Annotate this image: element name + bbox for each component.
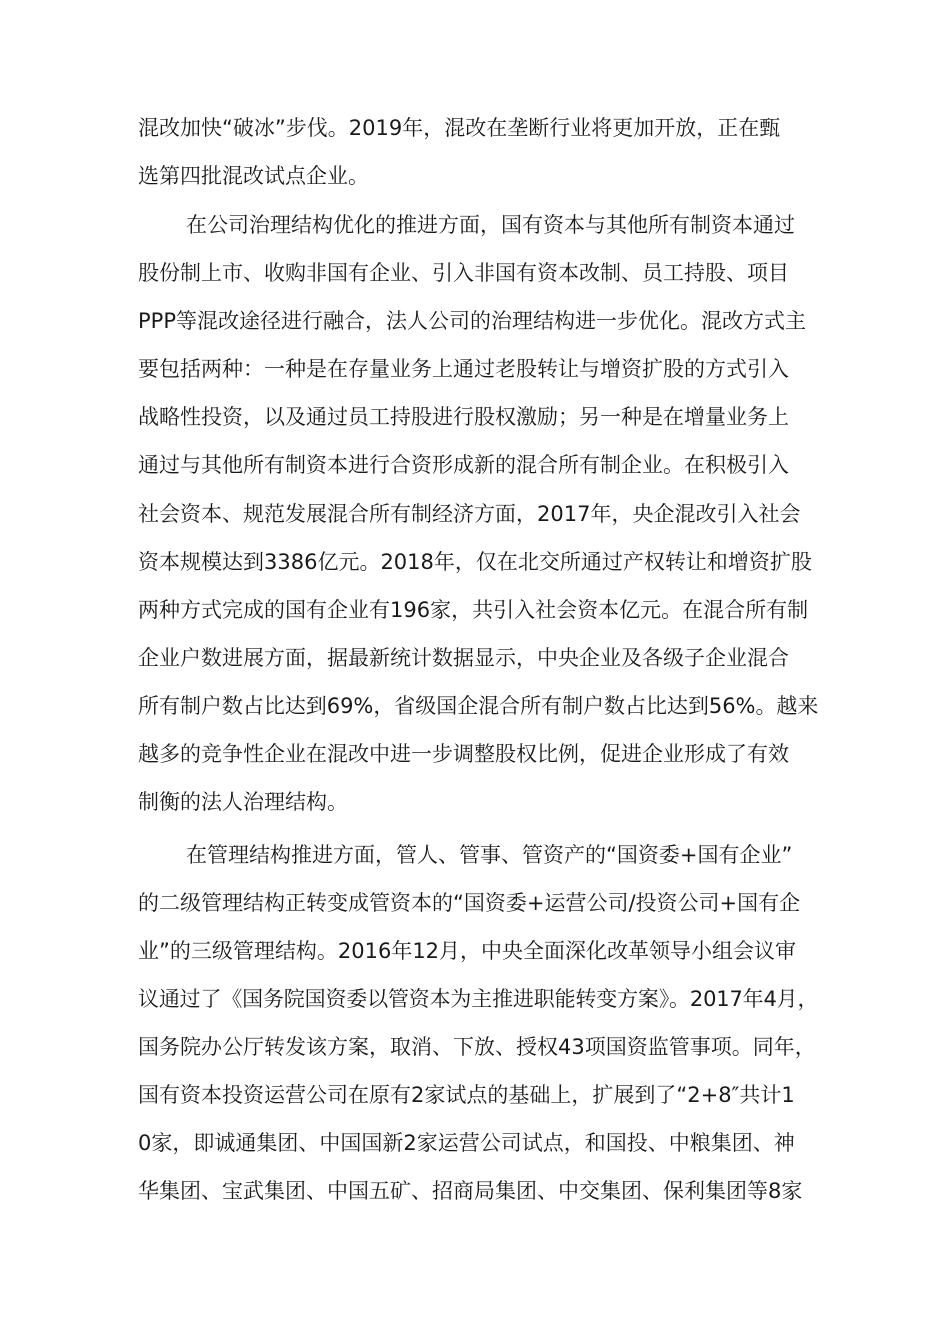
paragraph-2-line-6: 通过与其他所有制资本进行合资形成新的混合所有制企业。在积极引入 <box>138 453 789 477</box>
paragraph-3-line-1: 在管理结构推进方面，管人、管事、管资产的“国资委+国有企业” <box>186 843 793 867</box>
paragraph-2-line-12: 越多的竞争性企业在混改中进一步调整股权比例，促进企业形成了有效 <box>138 742 789 766</box>
paragraph-2-line-13: 制衡的法人治理结构。 <box>138 790 348 814</box>
paragraph-3-line-3: 业”的三级管理结构。2016年12月，中央全面深化改革领导小组会议审 <box>138 939 797 963</box>
paragraph-2-line-5: 战略性投资，以及通过员工持股进行股权激励；另一种是在增量业务上 <box>138 405 789 429</box>
paragraph-1-line-2: 选第四批混改试点企业。 <box>138 164 369 188</box>
paragraph-2-line-11: 所有制户数占比达到69%，省级国企混合所有制户数占比达到56%。越来 <box>138 694 818 718</box>
paragraph-2-line-7: 社会资本、规范发展混合所有制经济方面，2017年，央企混改引入社会 <box>138 502 801 526</box>
paragraph-2-line-10: 企业户数进展方面，据最新统计数据显示，中央企业及各级子企业混合 <box>138 646 789 670</box>
paragraph-3-line-6: 国有资本投资运营公司在原有2家试点的基础上，扩展到了“2+8″共计1 <box>138 1083 795 1107</box>
paragraph-2-line-3: PPP等混改途径进行融合，法人公司的治理结构进一步优化。混改方式主 <box>138 309 806 333</box>
paragraph-2-line-9: 两种方式完成的国有企业有196家，共引入社会资本亿元。在混合所有制 <box>138 598 809 622</box>
paragraph-2-line-2: 股份制上市、收购非国有企业、引入非国有资本改制、员工持股、项目 <box>138 261 789 285</box>
paragraph-3-line-8: 华集团、宝武集团、中国五矿、招商局集团、中交集团、保利集团等8家 <box>138 1179 803 1203</box>
paragraph-3-line-5: 国务院办公厅转发该方案，取消、下放、授权43项国资监管事项。同年， <box>138 1035 816 1059</box>
paragraph-1-line-1: 混改加快“破冰”步伐。2019年，混改在垄断行业将更加开放，正在甄 <box>138 116 781 140</box>
paragraph-3-line-2: 的二级管理结构正转变成管资本的“国资委+运营公司/投资公司+国有企 <box>138 891 801 915</box>
paragraph-2-line-1: 在公司治理结构优化的推进方面，国有资本与其他所有制资本通过 <box>186 213 795 237</box>
paragraph-2-line-4: 要包括两种：一种是在存量业务上通过老股转让与增资扩股的方式引入 <box>138 357 789 381</box>
paragraph-3-line-7: 0家，即诚通集团、中国国新2家运营公司试点，和国投、中粮集团、神 <box>138 1131 795 1155</box>
paragraph-3-line-4: 议通过了《国务院国资委以管资本为主推进职能转变方案》。2017年4月， <box>138 987 818 1011</box>
paragraph-2-line-8: 资本规模达到3386亿元。2018年，仅在北交所通过产权转让和增资扩股 <box>138 550 812 574</box>
